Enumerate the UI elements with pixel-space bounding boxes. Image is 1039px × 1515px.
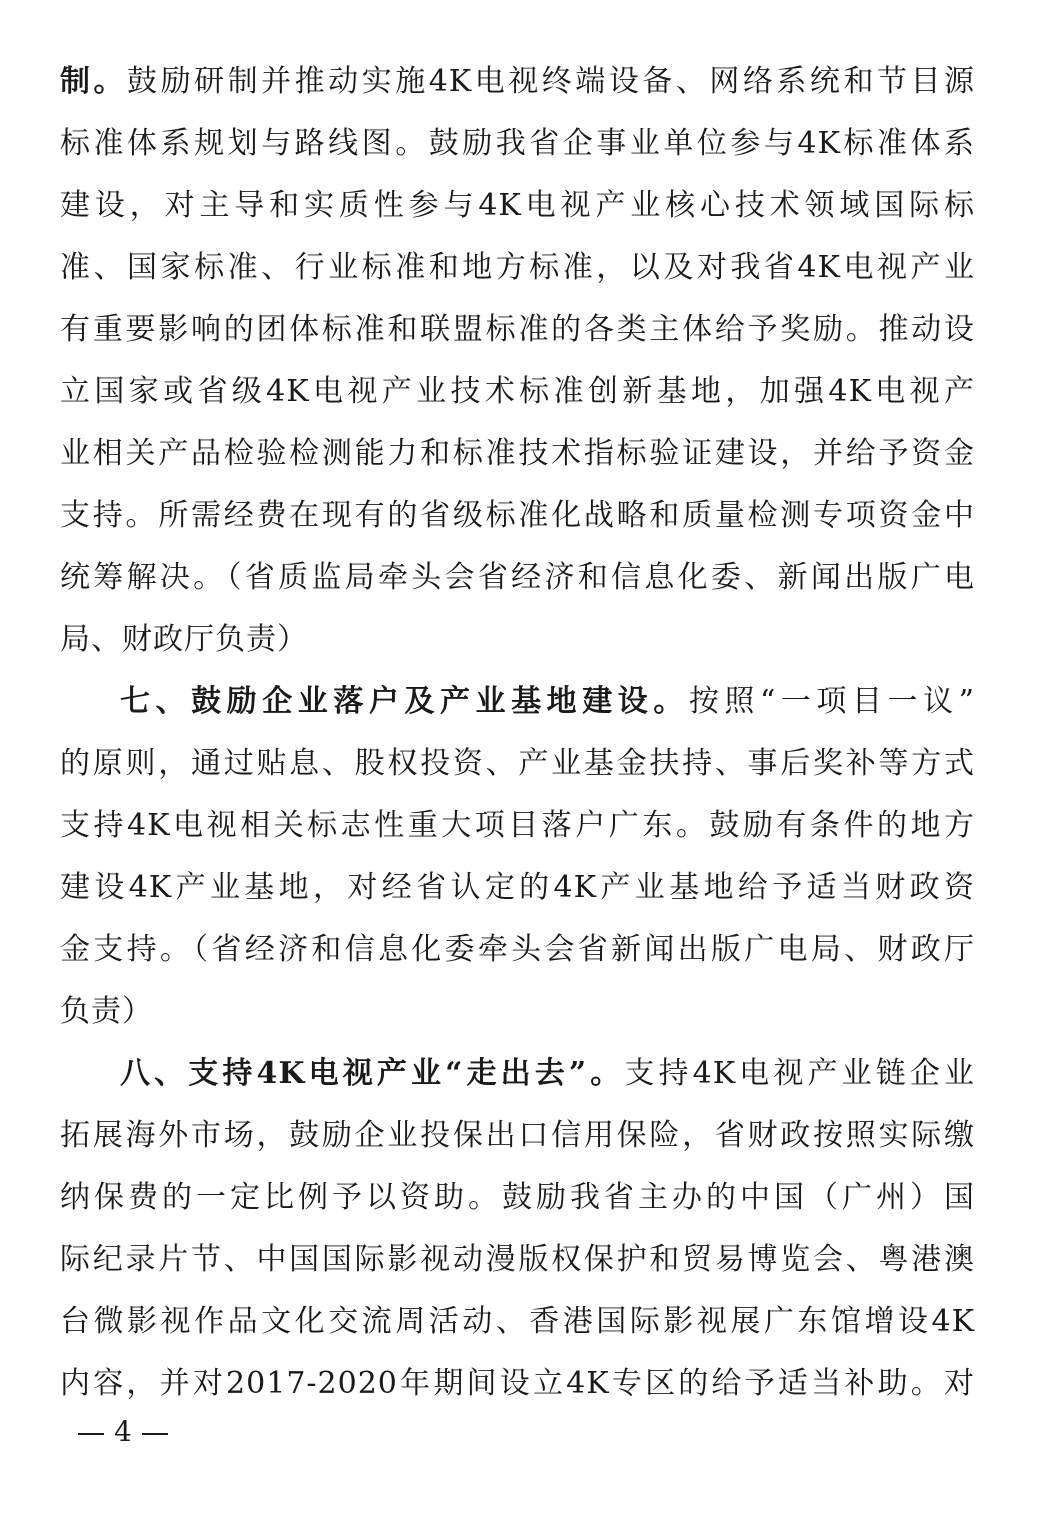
text-line-8: 支持。所需经费在现有的省级标准化战略和质量检测专项资金中 [60, 498, 975, 533]
text-line-12: 的原则，通过贴息、股权投资、产业基金扶持、事后奖补等方式 [60, 746, 975, 781]
page-footer [78, 1412, 168, 1452]
section-heading-7 [120, 682, 975, 722]
footer-dash-right [142, 1433, 168, 1435]
text-line-6: 立国家或省级4K电视产业技术标准创新基地，加强4K电视产 [60, 374, 975, 409]
text-line-9: 统筹解决。（省质监局牵头会省经济和信息化委、新闻出版广电 [60, 560, 975, 595]
text-line-18: 拓展海外市场，鼓励企业投保出口信用保险，省财政按照实际缴 [60, 1118, 975, 1153]
text-line-1 [60, 62, 975, 102]
text-line-4: 准、国家标准、行业标准和地方标准，以及对我省4K电视产业 [60, 250, 975, 285]
section-title: 八、支持4K电视产业“走出去”。 [120, 1056, 625, 1091]
page-number: 4 [114, 1415, 132, 1448]
text-line-19: 纳保费的一定比例予以资助。鼓励我省主办的中国（广州）国 [60, 1180, 975, 1215]
text-line-14: 建设4K产业基地，对经省认定的4K产业基地给予适当财政资 [60, 870, 975, 905]
text-line-13: 支持4K电视相关标志性重大项目落户广东。鼓励有条件的地方 [60, 808, 975, 843]
text-line-7: 业相关产品检验检测能力和标准技术指标验证建设，并给予资金 [60, 436, 975, 471]
text-line-15: 金支持。（省经济和信息化委牵头会省新闻出版广电局、财政厅 [60, 932, 975, 967]
footer-dash-left [78, 1433, 104, 1435]
section-title: 七、鼓励企业落户及产业基地建设。 [120, 684, 689, 719]
text-line-5: 有重要影响的团体标准和联盟标准的各类主体给予奖励。推动设 [60, 312, 975, 347]
text-line-20: 际纪录片节、中国国际影视动漫版权保护和贸易博览会、粤港澳 [60, 1242, 975, 1277]
text-line-22: 内容，并对2017-2020年期间设立4K专区的给予适当补助。对 [60, 1366, 975, 1401]
line-text: 鼓励研制并推动实施4K电视终端设备、网络系统和节目源 [127, 64, 976, 99]
line-text: 按照“一项目一议” [688, 684, 975, 719]
text-line-2: 标准体系规划与路线图。鼓励我省企事业单位参与4K标准体系 [60, 126, 975, 161]
line-text: 支持4K电视产业链企业 [624, 1056, 975, 1091]
text-line-16: 负责） [60, 994, 153, 1029]
text-line-10: 局、财政厅负责） [60, 622, 308, 657]
section-heading-8 [120, 1054, 975, 1094]
text-line-21: 台微影视作品文化交流周活动、香港国际影视展广东馆增设4K [60, 1304, 975, 1339]
text-line-3: 建设，对主导和实质性参与4K电视产业核心技术领域国际标 [60, 188, 975, 223]
bold-lead: 制。 [60, 64, 128, 99]
